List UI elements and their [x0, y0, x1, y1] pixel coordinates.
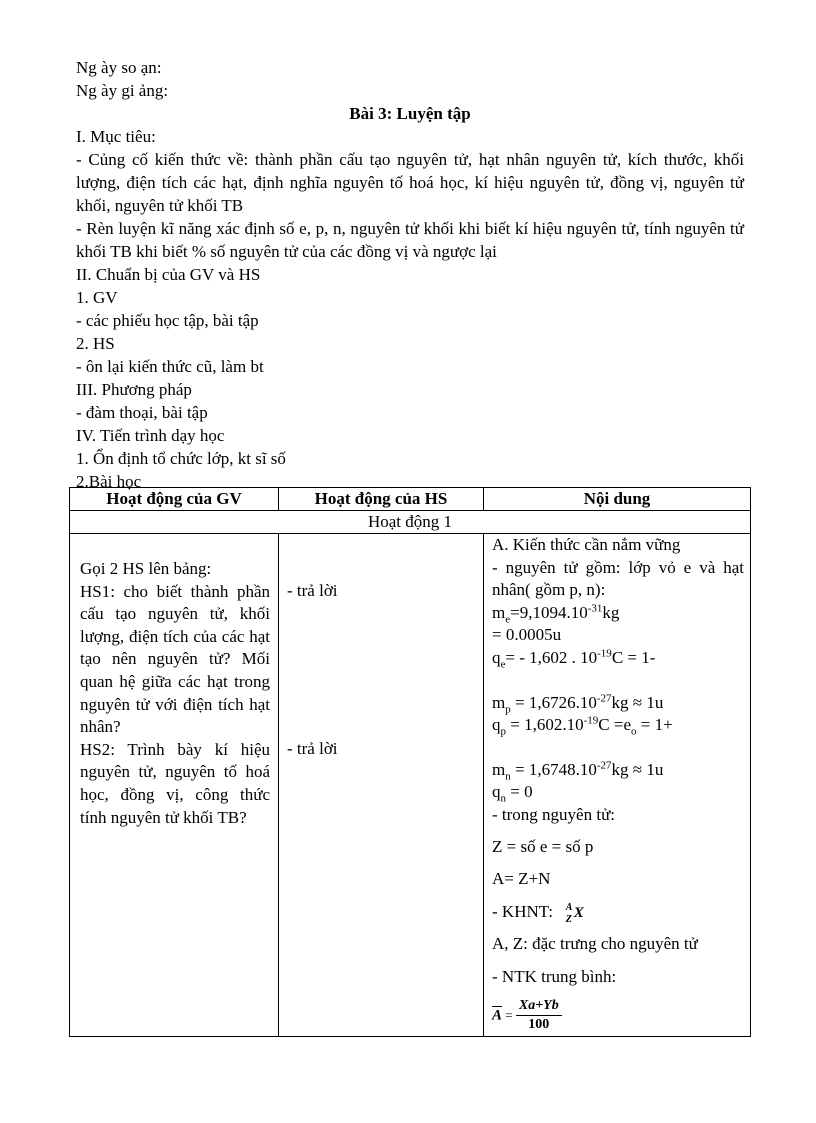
lesson-table	[69, 487, 751, 1037]
table-row	[70, 534, 751, 1037]
nd-trong-nguyen-tu: - trong nguyên tử:	[492, 804, 616, 824]
fraction: $\frac{Xa+Yb}{100}$	[516, 997, 562, 1034]
table-header-row	[70, 488, 751, 511]
gv-hs2-question: HS2: Trình bày kí hiệu nguyên tử, nguyên tố hoá học, đồng vị, công thức tính nguyên tử khối TB?	[80, 739, 270, 827]
hs-cell	[279, 534, 484, 1037]
section-tien-trinh: IV. Tiến trình dạy học	[76, 426, 225, 445]
header-gv: Hoạt động của GV	[70, 488, 279, 511]
formula-mn: $m_n = 1,6748.10^{-27}kg \approx 1u$	[492, 759, 664, 783]
formula-mp: $m_p = 1,6726.10^{-27}kg \approx 1u$	[492, 691, 664, 715]
noi-dung-cell	[484, 534, 751, 1037]
activity-label: Hoạt động 1	[70, 511, 751, 534]
nd-composition: - nguyên tử gồm: lớp vỏ e và hạt nhân( gồm p, n):	[492, 557, 744, 600]
gv-cell	[70, 534, 279, 1037]
section-chuan-bi: II. Chuẩn bị của GV và HS	[76, 265, 261, 284]
nd-heading: A. Kiến thức cần nắm vững	[492, 535, 681, 554]
gv-line-1: Gọi 2 HS lên bảng:	[80, 559, 212, 578]
nd-az: A, Z: đặc trưng cho nguyên tử	[492, 934, 698, 954]
header-hs: Hoạt động của HS	[279, 488, 484, 511]
chuan-bi-gv: 1. GV	[76, 288, 118, 307]
nd-ntk: - NTK trung bình:	[492, 966, 617, 986]
activity-row	[70, 511, 751, 534]
muc-tieu-item-1: - Củng cố kiến thức về: thành phần cấu tạo nguyên tử, hạt nhân nguyên tử, kích thước, khối lượng, điện tích các hạt, định nghĩa nguyên tố hoá học, kí hiệu nguyên tử, đồng vị, nguyên tử khối, nguyên tử khối TB	[76, 150, 744, 215]
hs-answer-2: - trả lời	[287, 739, 338, 759]
tien-trinh-step-1: 1. Ổn định tổ chức lớp, kt sĩ số	[76, 449, 286, 468]
section-phuong-phap: III. Phương pháp	[76, 380, 192, 399]
formula-me-u: = 0.0005u	[492, 625, 562, 645]
formula-qp: $q_p = 1,602.10^{-19}C =e_o = 1+$	[492, 714, 673, 738]
muc-tieu-item-2: - Rèn luyện kĩ năng xác định số e, p, n, nguyên tử khối khi biết kí hiệu nguyên tử, tính nguyên tử khối TB khi biết % số nguyên tử của các đồng vị và ngược lại	[76, 219, 744, 261]
chuan-bi-gv-item: - các phiếu học tập, bài tập	[76, 311, 259, 330]
phuong-phap-item: - đàm thoại, bài tập	[76, 403, 208, 422]
tien-trinh-step-2: 2.Bài học	[76, 472, 142, 491]
formula-ntk: $\overline{A}$ = $\frac{Xa+Yb}{100}$	[492, 997, 744, 1034]
formula-qe: $q_e= - 1,602$ . $10^{-19}C = 1-$	[492, 647, 656, 671]
lesson-title: Bài 3: Luyện tập	[349, 104, 471, 123]
nd-khnt: - KHNT: A Z X	[492, 901, 744, 924]
formula-qn: $q_n = 0$	[492, 782, 533, 805]
document-page	[76, 56, 744, 493]
hs-answer-1: - trả lời	[287, 581, 338, 600]
chuan-bi-hs-item: - ôn lại kiến thức cũ, làm bt	[76, 357, 264, 376]
section-muc-tieu: I. Mục tiêu:	[76, 127, 156, 146]
chuan-bi-hs: 2. HS	[76, 334, 115, 353]
ngay-giang: Ng ày gi ảng:	[76, 81, 169, 100]
khnt-symbol: A Z X	[565, 901, 584, 925]
formula-me: $m_e=9,1094.10^{-31}kg$	[492, 602, 620, 626]
ngay-soan: Ng ày so ạn:	[76, 58, 162, 77]
formula-a: A= Z+N	[492, 869, 551, 889]
gv-hs1-question: HS1: cho biết thành phần cấu tạo nguyên tử, khối lượng, điện tích của các hạt tạo nên nguyên tử? Mối quan hệ giữa các hạt trong nguyên tử với điện tích hạt nhân?	[80, 581, 270, 737]
formula-z: Z = số e = số p	[492, 836, 594, 856]
header-noi-dung: Nội dung	[484, 488, 751, 511]
